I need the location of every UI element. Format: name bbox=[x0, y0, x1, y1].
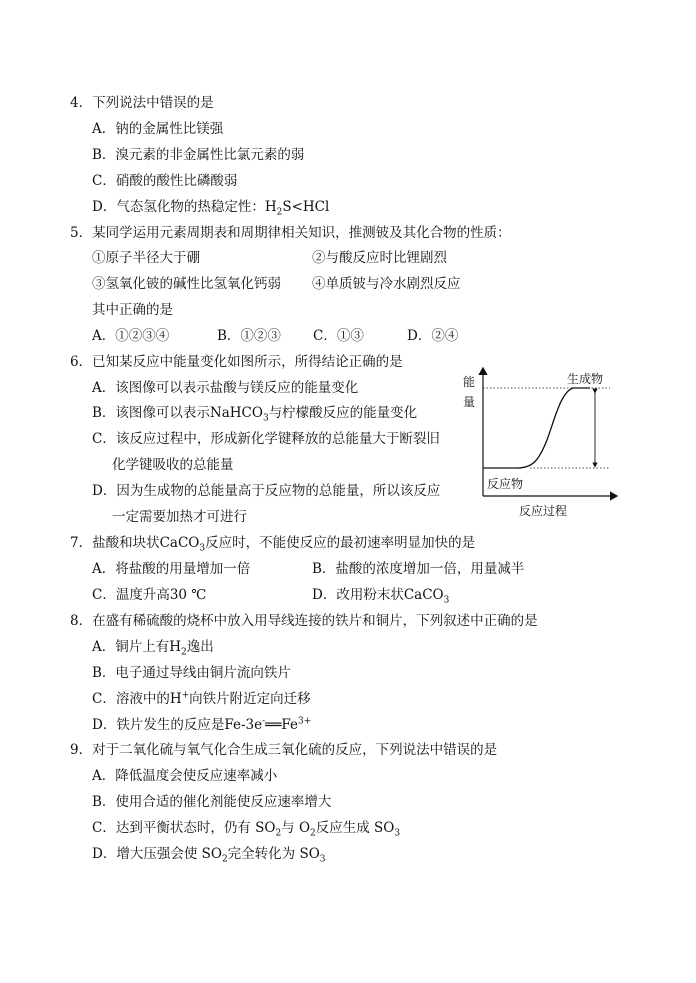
q6-stem: 6．已知某反应中能量变化如图所示，所得结论正确的是 bbox=[70, 354, 403, 370]
q9-option-b: B．使用合适的催化剂能使反应速率增大 bbox=[92, 794, 332, 810]
q5-stem: 5．某同学运用元素周期表和周期律相关知识，推测铍及其化合物的性质： bbox=[70, 225, 511, 241]
q6-option-d-line1: D．因为生成物的总能量高于反应物的总能量，所以该反应 bbox=[92, 483, 441, 499]
q4-stem: 4．下列说法中错误的是 bbox=[70, 95, 214, 111]
q6-option-c-line2: 化学键吸收的总能量 bbox=[112, 457, 234, 473]
energy-curve bbox=[483, 388, 590, 468]
q8-option-b: B．电子通过导线由铜片流向铁片 bbox=[92, 665, 291, 681]
q4-option-b: B．溴元素的非金属性比氯元素的弱 bbox=[92, 147, 305, 163]
q8-option-a: A．铜片上有$H_2$逸出 bbox=[92, 639, 214, 658]
y-axis-label-1: 能 bbox=[463, 375, 476, 389]
q6-option-d-line2: 一定需要加热才可进行 bbox=[112, 509, 247, 525]
q6-option-a: A．该图像可以表示盐酸与镁反应的能量变化 bbox=[92, 380, 359, 396]
q9-option-a: A．降低温度会使反应速率减小 bbox=[92, 768, 278, 784]
q5-statement-3: ③氢氧化铍的碱性比氢氧化钙弱 bbox=[92, 276, 281, 292]
q5-ask: 其中正确的是 bbox=[92, 302, 173, 318]
q8-stem: 8．在盛有稀硫酸的烧杯中放入用导线连接的铁片和铜片，下列叙述中正确的是 bbox=[70, 613, 538, 629]
q4-option-a: A．钠的金属性比镁强 bbox=[92, 121, 224, 137]
energy-diagram bbox=[455, 360, 625, 520]
q4-option-c: C．硝酸的酸性比磷酸弱 bbox=[92, 173, 238, 189]
q5-statement-1: ①原子半径大于硼 bbox=[92, 250, 200, 266]
q5-option-d: D．②④ bbox=[407, 328, 459, 344]
q5-option-b: B．①②③ bbox=[217, 328, 281, 344]
product-label: 生成物 bbox=[567, 372, 604, 386]
x-axis-label: 反应过程 bbox=[519, 504, 568, 518]
q8-option-c: C．溶液中的H+向铁片附近定向迁移 bbox=[92, 690, 311, 707]
reactant-label: 反应物 bbox=[487, 477, 524, 491]
q7-option-c: C．温度升高30 ℃ bbox=[92, 587, 207, 603]
q6-option-b: B．该图像可以表示NaHCO$_3$与柠檬酸反应的能量变化 bbox=[92, 405, 418, 424]
q5-option-c: C．①③ bbox=[313, 328, 364, 344]
q4-option-d: D．气态氢化物的热稳定性：$H_2S<HCl$ bbox=[92, 199, 330, 218]
q7-option-b: B．盐酸的浓度增加一倍，用量减半 bbox=[312, 561, 525, 577]
y-axis-label-2: 量 bbox=[463, 395, 476, 409]
q9-option-c: C．达到平衡状态时，仍有 $SO_2$与 $O_2$反应生成 $SO_3$ bbox=[92, 820, 401, 839]
q7-option-d: D．改用粉末状CaCO$_3$ bbox=[312, 587, 450, 606]
q6-option-c-line1: C．该反应过程中，形成新化学键释放的总能量大于断裂旧 bbox=[92, 431, 440, 447]
q9-stem: 9．对于二氧化硫与氧气化合生成三氧化硫的反应，下列说法中错误的是 bbox=[70, 742, 498, 758]
q8-option-d: D．铁片发生的反应是$Fe-3e^-══Fe^{3+}$ bbox=[92, 716, 312, 733]
q9-option-d: D．增大压强会使 $SO_2$完全转化为 $SO_3$ bbox=[92, 846, 326, 865]
q7-option-a: A．将盐酸的用量增加一倍 bbox=[92, 561, 251, 577]
q5-statement-4: ④单质铍与冷水剧烈反应 bbox=[312, 276, 461, 292]
q7-stem: 7．盐酸和块状CaCO$_3$反应时，不能使反应的最初速率明显加快的是 bbox=[70, 535, 476, 554]
q5-option-a: A．①②③④ bbox=[92, 328, 170, 344]
q5-statement-2: ②与酸反应时比锂剧烈 bbox=[312, 250, 447, 266]
